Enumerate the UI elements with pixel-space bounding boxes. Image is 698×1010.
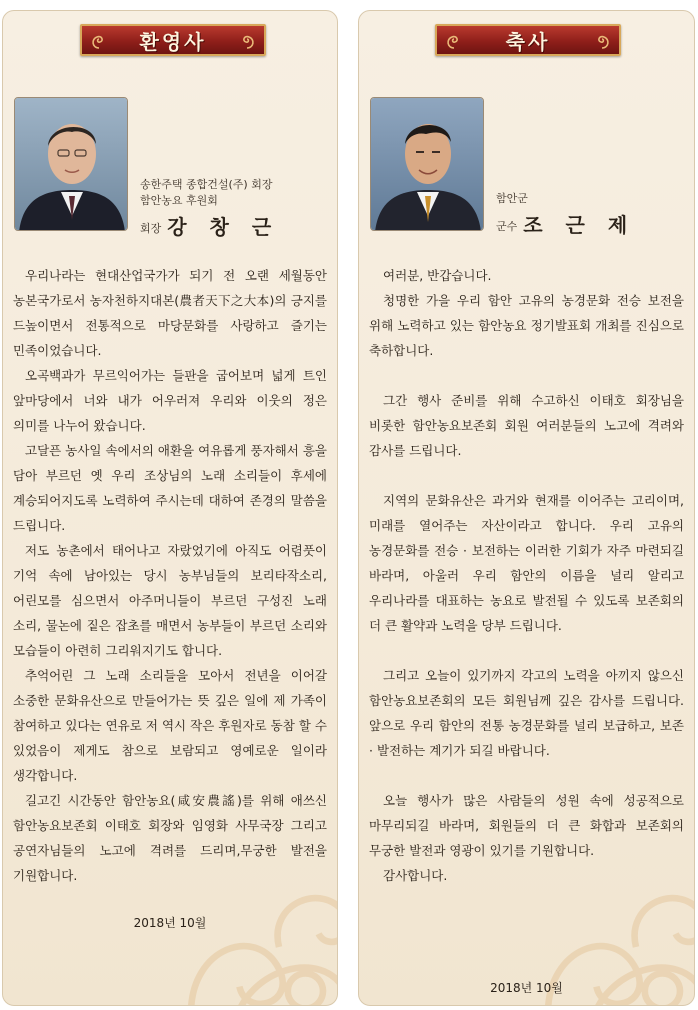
swirl-ornament-icon — [443, 30, 465, 52]
speaker-name: 강 창 근 — [167, 215, 280, 239]
welcome-speech-panel — [2, 10, 338, 1006]
speech-paragraph: 우리나라는 현대산업국가가 되기 전 오랜 세월동안 농본국가로서 농자천하지대본(農者天下之大本)의 긍지를 드높이면서 전통적으로 마당문화를 사랑하고 즐기는 민족이었습니다. — [13, 268, 327, 358]
speech-paragraph: 오늘 행사가 많은 사람들의 성원 속에 성공적으로 마무리되길 바라며, 회원들의 더 큰 화합과 보존회의 무궁한 발전과 영광이 있기를 기원합니다. — [369, 793, 684, 858]
speech-paragraph: 추억어린 그 노래 소리들을 모아서 전년을 이어갈 소중한 문화유산으로 만들어가는 뜻 깊은 일에 제 가족이 참여하고 있다는 연유로 저 역시 작은 후원자로 동참 할 수 있었음이 제게도 참으로 보람되고 영예로운 일이라 생각합니다. — [13, 668, 327, 783]
speaker-affiliation: 함안군 — [496, 192, 528, 205]
speech-paragraph: 감사합니다. — [383, 868, 448, 883]
speaker-affiliation: 함안농요 후원회 — [140, 194, 218, 207]
speech-paragraph: 길고긴 시간동안 함안농요(咸安農謠)를 위해 애쓰신 함안농요보존회 이태호 회장와 임영화 사무국장 그리고 공연자님들의 노고에 격려를 드리며,무궁한 발전을 기원합니다. — [13, 793, 327, 883]
speaker-affiliation: 송한주택 종합건설(주) 회장 — [140, 178, 273, 191]
speaker-role: 회장 — [140, 222, 162, 235]
speech-date: 2018년 10월 — [490, 981, 563, 995]
speech-date: 2018년 10월 — [133, 916, 207, 930]
speaker-role: 군수 — [496, 220, 518, 233]
portrait-photo — [370, 97, 484, 231]
speech-body — [13, 263, 327, 888]
welcome-title-banner — [80, 24, 266, 56]
portrait-photo — [14, 97, 128, 231]
speech-paragraph: 청명한 가을 우리 함안 고유의 농경문화 전승 보전을 위해 노력하고 있는 함안농요 정기발표회 개최를 진심으로 축하합니다. — [369, 293, 684, 358]
banner-title: 환영사 — [139, 29, 207, 54]
speech-paragraph: 여러분, 반갑습니다. — [383, 268, 492, 283]
speech-body — [369, 263, 684, 888]
speech-paragraph: 저도 농촌에서 태어나고 자랐었기에 아직도 어렴풋이 기억 속에 남아있는 당시 농부님들의 보리타작소리, 어린모를 심으면서 아주머니들이 부르던 구성진 노래 소리, 물논에 짙은 잡초를 매면서 농부들이 부르던 소리와 모습들이 아련히 그리워지기도 합니다. — [13, 543, 327, 658]
speech-paragraph: 지역의 문화유산은 과거와 현재를 이어주는 고리이며, 미래를 열어주는 자산이라고 합니다. 우리 고유의 농경문화를 전승 · 보전하는 이러한 기회가 자주 마련되길 바라며, 아울러 우리 함안의 이름을 널리 알리고 우리나라를 대표하는 농요로 발전될 수 있도록 보존회의 더 큰 활약과 노력을 당부 드립니다. — [369, 493, 684, 633]
speaker-info — [140, 177, 279, 237]
speech-paragraph: 고달픈 농사일 속에서의 애환을 여유롭게 풍자해서 흥을 담아 부르던 옛 우리 조상님의 노래 소리들이 후세에 계승되어지도록 노력하여 주시는데 대하여 존경의 말씀을 드립니다. — [13, 443, 327, 533]
speech-paragraph: 그리고 오늘이 있기까지 각고의 노력을 아끼지 않으신 함안농요보존회의 모든 회원님께 깊은 감사를 드립니다. 앞으로 우리 함안의 전통 농경문화를 널리 보급하고, 보존 · 발전하는 계기가 되길 바랍니다. — [369, 668, 684, 758]
speaker-name: 조 근 제 — [523, 213, 636, 237]
swirl-ornament-icon — [88, 30, 110, 52]
speech-paragraph: 그간 행사 준비를 위해 수고하신 이태호 회장님을 비롯한 함안농요보존회 회원 여러분들의 노고에 격려와 감사를 드립니다. — [369, 393, 684, 458]
banner-title: 축사 — [505, 29, 551, 54]
speech-paragraph: 오곡백과가 무르익어가는 들판을 굽어보며 넓게 트인 앞마당에서 너와 내가 어우러져 우리와 이웃의 정은 의미를 나누어 왔습니다. — [13, 368, 327, 433]
swirl-ornament-icon — [591, 30, 613, 52]
congratulation-title-banner — [435, 24, 621, 56]
speaker-info — [496, 191, 635, 235]
swirl-ornament-icon — [236, 30, 258, 52]
congratulatory-speech-panel — [358, 10, 695, 1006]
